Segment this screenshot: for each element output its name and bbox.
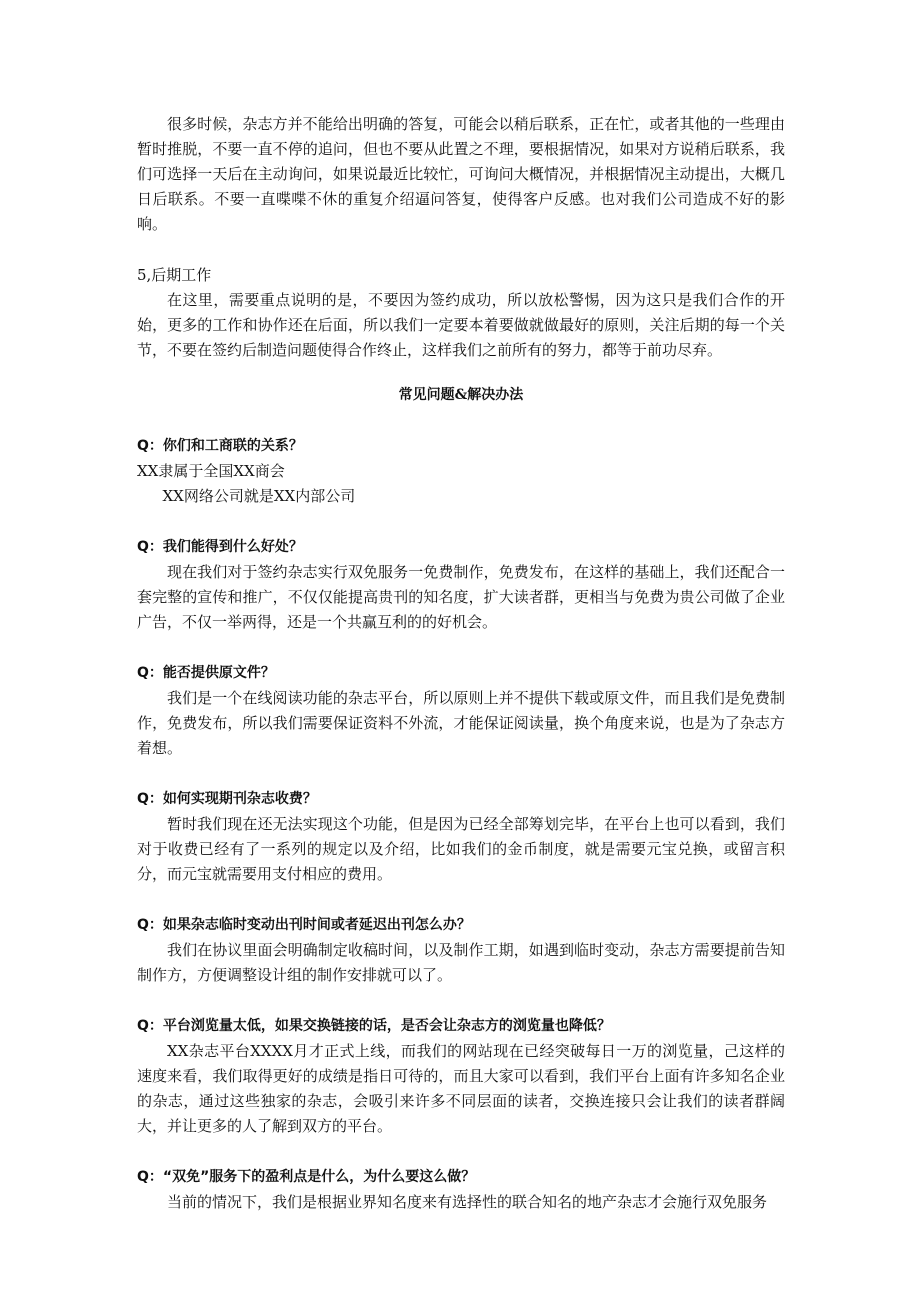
faq-answer-6: XX杂志平台XXXX月才正式上线，而我们的网站现在已经突破每日一万的浏览量，己这样的速度来看，我们取得更好的成绩是指日可待的，而且大家可以看到，我们平台上面有许多知名企业的杂志，通过这些独家的杂志，会吸引来许多不同层面的读者，交换连接只会让我们的读者群阔大，并让更多的人了解到双方的平台。	[137, 1042, 785, 1135]
intro-paragraph: 很多时候，杂志方并不能给出明确的答复，可能会以稍后联系，正在忙，或者其他的一些理由暂时推脱，不要一直不停的追问，但也不要从此置之不理，要根据情况，如果对方说稍后联系，我们可选择一天后在主动询问，如果说最近比较忙，可询问大概情况，并根据情况主动提出，大概几日后联系。不要一直喋喋不休的重复介绍逼问答复，使得客户反感。也对我们公司造成不好的影响。	[137, 115, 785, 233]
faq-question-2: Q：我们能得到什么好处？	[137, 539, 303, 555]
faq-title: 常见问题&解决办法	[398, 387, 524, 403]
faq-answer-4: 暂时我们现在还无法实现这个功能，但是因为已经全部筹划完毕，在平台上也可以看到，我们对于收费已经有了一系列的规定以及介绍，比如我们的金币制度，就是需要元宝兑换，或留言积分，而元宝就需要用支付相应的费用。	[137, 815, 785, 883]
faq-question-7: Q：“双免”服务下的盈利点是什么，为什么要这么做？	[137, 1169, 476, 1185]
faq-question-3: Q：能否提供原文件？	[137, 665, 275, 681]
faq-question-6: Q：平台浏览量太低，如果交换链接的话，是否会让杂志方的浏览量也降低？	[137, 1018, 611, 1034]
faq-answer-7: 当前的情况下，我们是根据业界知名度来有选择性的联合知名的地产杂志才会施行双免服务	[167, 1193, 768, 1211]
faq-answer-1-line-1: XX隶属于全国XX商会	[137, 462, 285, 480]
faq-answer-3: 我们是一个在线阅读功能的杂志平台，所以原则上并不提供下载或原文件，而且我们是免费制作，免费发布，所以我们需要保证资料不外流，才能保证阅读量，换个角度来说，也是为了杂志方着想。	[137, 689, 785, 757]
faq-answer-1-line-2: XX网络公司就是XX内部公司	[162, 487, 356, 505]
section-5-heading: 5,后期工作	[137, 266, 212, 284]
faq-answer-2: 现在我们对于签约杂志实行双免服务一免费制作，免费发布，在这样的基础上，我们还配合一套完整的宣传和推广，不仅仅能提高贵刊的知名度，扩大读者群，更相当与免费为贵公司做了企业广告，不仅一举两得，还是一个共赢互利的的好机会。	[137, 563, 785, 631]
faq-question-4: Q：如何实现期刊杂志收费？	[137, 791, 317, 807]
faq-question-5: Q：如果杂志临时变动出刊时间或者延迟出刊怎么办？	[137, 917, 471, 933]
document-page	[137, 112, 785, 1215]
faq-question-1: Q：你们和工商联的关系？	[137, 438, 303, 454]
faq-answer-5: 我们在协议里面会明确制定收稿时间，以及制作工期，如遇到临时变动，杂志方需要提前告知制作方，方便调整设计组的制作安排就可以了。	[137, 941, 785, 984]
section-5-body: 在这里，需要重点说明的是，不要因为签约成功，所以放松警惕，因为这只是我们合作的开始，更多的工作和协作还在后面，所以我们一定要本着要做就做最好的原则，关注后期的每一个关节，不要在签约后制造问题使得合作终止，这样我们之前所有的努力，都等于前功尽弃。	[137, 291, 785, 359]
